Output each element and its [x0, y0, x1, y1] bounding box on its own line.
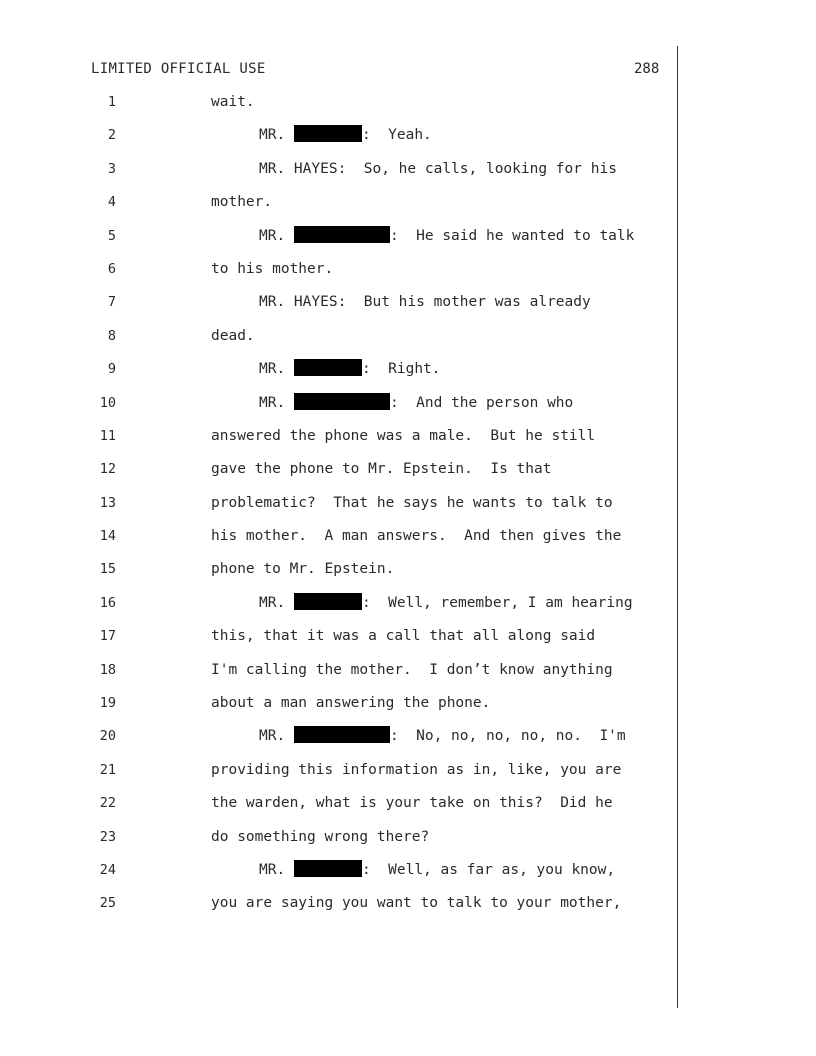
speaker-prefix: MR. [259, 361, 286, 378]
transcript-line [0, 86, 816, 119]
transcript-line [0, 119, 816, 152]
line-text: phone to Mr. Epstein. [211, 561, 395, 578]
transcript-line [0, 821, 816, 854]
transcript-line [0, 153, 816, 186]
line-text: : Well, as far as, you know, [361, 861, 616, 878]
line-number: 8 [107, 327, 116, 344]
transcript-line [0, 687, 816, 720]
line-number: 15 [99, 561, 116, 578]
speaker-prefix: MR. [259, 227, 286, 244]
line-text: MR. HAYES: So, he calls, looking for his [259, 160, 617, 177]
speaker-prefix: MR. [259, 861, 286, 878]
line-text: do something wrong there? [211, 828, 430, 845]
line-number: 14 [99, 528, 116, 545]
line-number: 2 [107, 127, 116, 144]
line-text: his mother. A man answers. And then gives the [211, 528, 622, 545]
line-text: : Well, remember, I am hearing [361, 594, 633, 611]
line-text: wait. [211, 94, 255, 110]
transcript-line [0, 353, 816, 386]
transcript-line [0, 387, 816, 420]
line-text: dead. [211, 327, 255, 344]
classification-header: LIMITED OFFICIAL USE [91, 61, 266, 77]
transcript-line [0, 420, 816, 453]
page-number: 288 [634, 61, 660, 77]
speaker-line [259, 854, 615, 887]
transcript-line [0, 553, 816, 586]
speaker-prefix: MR. [259, 594, 286, 611]
transcript-line [0, 220, 816, 253]
line-number: 23 [99, 828, 116, 845]
line-number: 6 [107, 260, 116, 277]
transcript-line [0, 186, 816, 219]
transcript-line [0, 587, 816, 620]
speaker-prefix: MR. [259, 127, 286, 144]
redaction-box [294, 125, 362, 142]
line-number: 17 [99, 628, 116, 645]
line-text: : Yeah. [361, 127, 432, 144]
line-number: 11 [99, 427, 116, 444]
line-number: 13 [99, 494, 116, 511]
line-number: 24 [99, 861, 116, 878]
line-number: 9 [107, 361, 116, 378]
transcript-line [0, 654, 816, 687]
transcript-lines [0, 86, 816, 921]
speaker-line [259, 587, 633, 620]
transcript-line [0, 253, 816, 286]
line-number: 5 [107, 227, 116, 244]
line-number: 19 [99, 695, 116, 712]
line-text: this, that it was a call that all along said [211, 628, 596, 645]
line-text: : He said he wanted to talk [389, 227, 635, 244]
speaker-line [259, 387, 573, 420]
line-text: problematic? That he says he wants to talk to [211, 494, 613, 511]
line-text: : No, no, no, no, no. I'm [389, 728, 626, 745]
line-text: providing this information as in, like, you are [211, 761, 622, 778]
transcript-line [0, 620, 816, 653]
line-number: 20 [99, 728, 116, 745]
speaker-line [259, 119, 432, 152]
line-number: 3 [107, 160, 116, 177]
line-number: 16 [99, 594, 116, 611]
transcript-line [0, 887, 816, 920]
transcript-line [0, 286, 816, 319]
transcript-line [0, 854, 816, 887]
line-text: mother. [211, 194, 273, 211]
transcript-line [0, 787, 816, 820]
line-text: : And the person who [389, 394, 574, 411]
line-text: the warden, what is your take on this? Did he [211, 795, 613, 812]
line-number: 12 [99, 461, 116, 478]
speaker-prefix: MR. [259, 394, 286, 411]
transcript-line [0, 754, 816, 787]
line-text: : Right. [361, 361, 441, 378]
line-text: answered the phone was a male. But he still [211, 427, 596, 444]
line-text: gave the phone to Mr. Epstein. Is that [211, 461, 552, 478]
line-text: to his mother. [211, 260, 334, 277]
speaker-line [259, 720, 626, 753]
line-number: 10 [99, 394, 116, 411]
speaker-line [259, 353, 441, 386]
redaction-box [294, 860, 362, 877]
speaker-prefix: MR. [259, 728, 286, 745]
transcript-line [0, 453, 816, 486]
line-number: 21 [99, 761, 116, 778]
line-number: 18 [99, 661, 116, 678]
line-text: you are saying you want to talk to your mother, [211, 895, 622, 912]
line-number: 25 [99, 895, 116, 912]
line-number: 4 [107, 194, 116, 211]
line-number: 7 [107, 294, 116, 311]
line-text: I'm calling the mother. I don’t know anything [211, 661, 613, 678]
transcript-line [0, 520, 816, 553]
transcript-line [0, 720, 816, 753]
redaction-box [294, 593, 362, 610]
redaction-box [294, 359, 362, 376]
line-text: MR. HAYES: But his mother was already [259, 294, 591, 311]
redaction-box [294, 226, 390, 243]
line-number: 22 [99, 795, 116, 812]
redaction-box [294, 393, 390, 410]
transcript-line [0, 320, 816, 353]
transcript-line [0, 487, 816, 520]
line-text: about a man answering the phone. [211, 695, 491, 712]
redaction-box [294, 726, 390, 743]
speaker-line [259, 220, 634, 253]
line-number: 1 [107, 94, 116, 110]
